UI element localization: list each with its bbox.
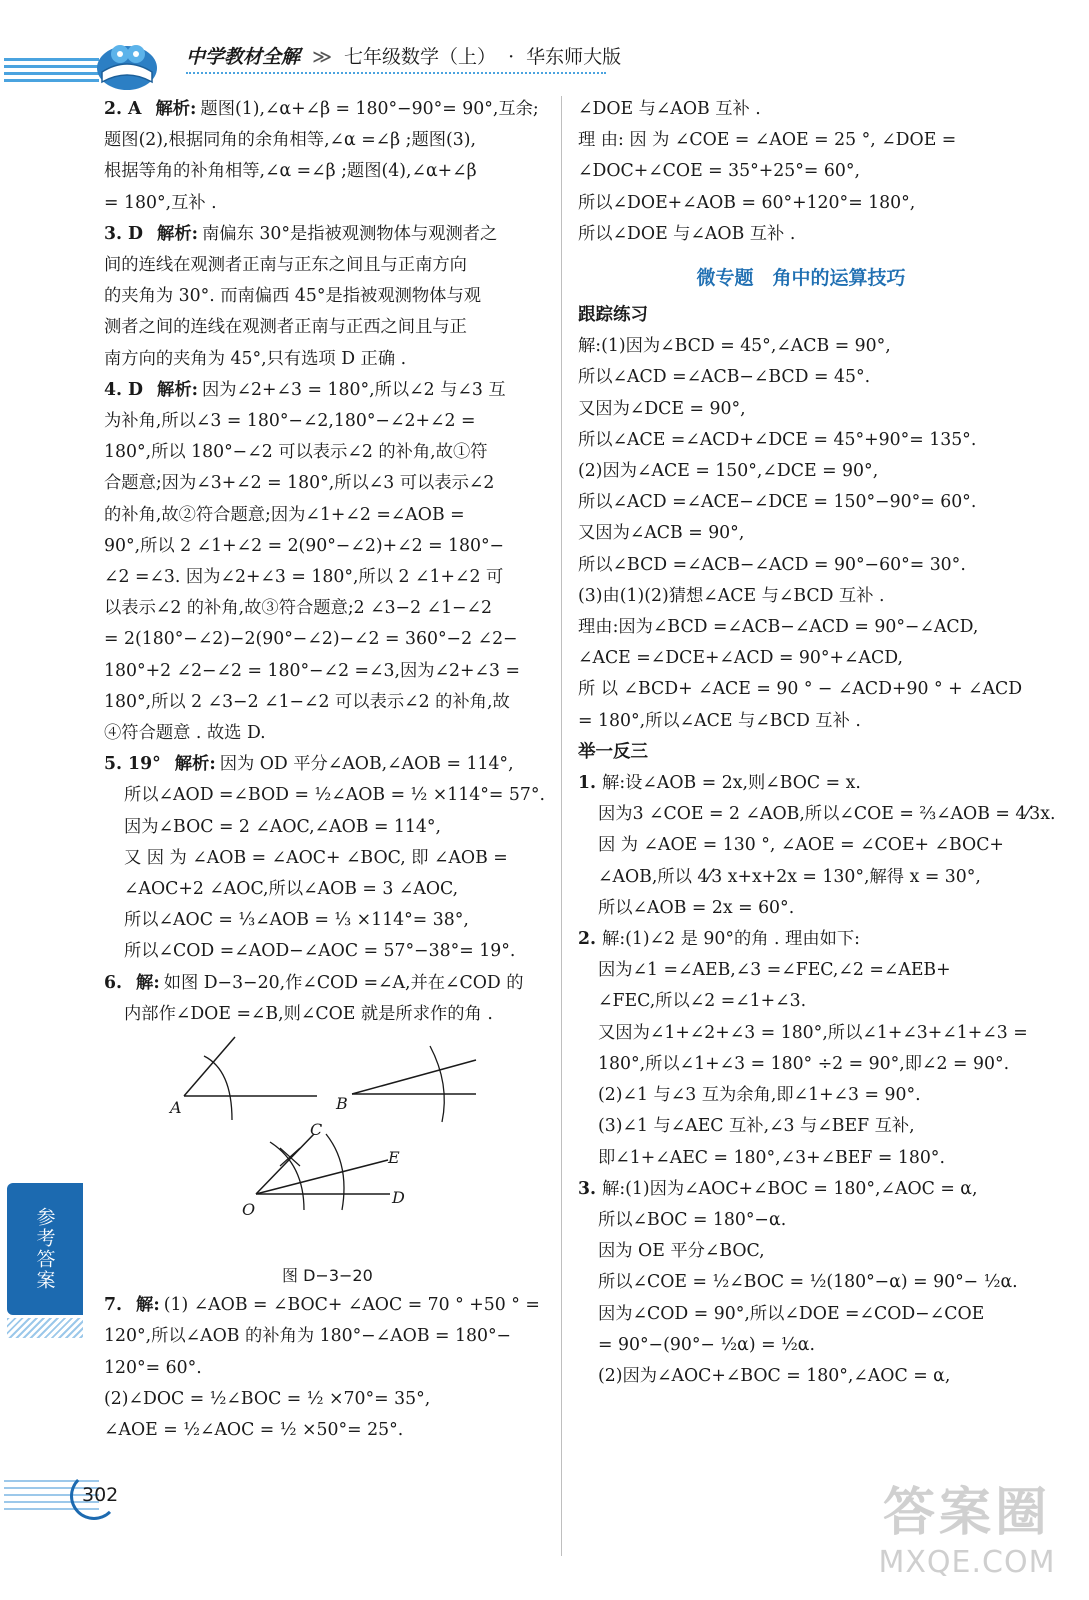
line-text: ∠DOE 与∠AOB 互补 .: [578, 99, 761, 119]
watermark: [867, 1470, 1067, 1580]
line-text: (2)因为∠AOC+∠BOC = 180°,∠AOC = α,: [598, 1365, 951, 1386]
answer-label: 解析:: [157, 379, 198, 400]
text-line: [578, 1330, 1024, 1361]
text-line: [578, 893, 1024, 924]
answer-number: 3.: [578, 1178, 597, 1199]
page-number: 302: [82, 1484, 119, 1506]
text-line: [104, 999, 547, 1030]
text-line: [104, 718, 547, 749]
text-line: [104, 656, 547, 687]
text-line: [578, 1111, 1024, 1142]
text-line: [104, 1290, 547, 1321]
line-text: 因为∠BOC = 2 ∠AOC,∠AOB = 114°,: [124, 816, 442, 837]
book-mascot-icon: [92, 34, 162, 94]
label-e: E: [388, 1148, 400, 1168]
line-text: 所以∠BOC = 180°−α.: [598, 1209, 787, 1230]
line-text: (2)∠1 与∠3 互为余角,即∠1+∠3 = 90°.: [598, 1085, 921, 1106]
text-line: [104, 1384, 547, 1415]
line-text: 测者之间的连线在观测者正南与正西之间且与正: [104, 317, 467, 338]
line-text: 所以∠BCD =∠ACB−∠ACD = 90°−60°= 30°.: [578, 554, 966, 575]
answer-label: 解:: [136, 972, 160, 993]
line-text: 180°,所以 2 ∠3−2 ∠1−∠2 可以表示∠2 的补角,故: [104, 691, 510, 712]
line-text: (2)∠DOC = ½∠BOC = ½ ×70°= 35°,: [104, 1388, 431, 1409]
text-line: [104, 281, 547, 312]
line-text: 又 因 为 ∠AOB = ∠AOC+ ∠BOC, 即 ∠AOB =: [124, 847, 508, 868]
line-text: 即∠1+∠AEC = 180°,∠3+∠BEF = 180°.: [598, 1147, 945, 1168]
label-c: C: [310, 1120, 323, 1140]
answer-number: 2.: [578, 929, 597, 950]
text-line: [578, 1236, 1024, 1267]
answer-label: 解析:: [155, 99, 197, 119]
text-line: [578, 799, 1056, 830]
line-text: 180°+2 ∠2−∠2 = 180°−∠2 =∠3,因为∠2+∠3 =: [104, 660, 520, 681]
answer-number: 3. D: [104, 223, 144, 244]
left-answers-7: [104, 1290, 547, 1446]
subsection-extended-practice: 举一反三: [578, 741, 648, 762]
line-text: ∠AOC+2 ∠AOC,所以∠AOB = 3 ∠AOC,: [124, 879, 459, 900]
text-line: [578, 643, 1024, 674]
text-line: [578, 1267, 1024, 1298]
header-subject: 七年级数学（上）: [344, 46, 497, 68]
line-text: 南偏东 30°是指被观测物体与观测者之: [202, 223, 498, 244]
line-text: 180°,所以∠1+∠3 = 180° ÷2 = 90°,即∠2 = 90°.: [598, 1053, 1010, 1074]
text-line: [104, 531, 547, 562]
line-text: = 2(180°−∠2)−2(90°−∠2)−∠2 = 360°−2 ∠2−: [104, 629, 518, 650]
text-line: [578, 1080, 1024, 1111]
text-line: [104, 812, 547, 843]
line-text: 所以∠COD =∠AOD−∠AOC = 57°−38°= 19°.: [124, 941, 516, 962]
side-tab-reference-answers: [7, 1183, 83, 1315]
line-text: 180°,所以 180°−∠2 可以表示∠2 的补角,故①符: [104, 442, 488, 463]
line-text: 解:(1)因为∠BCD = 45°,∠ACB = 90°,: [578, 336, 891, 357]
text-line: [578, 924, 1024, 955]
figure-caption: 图 D−3−20: [282, 1266, 373, 1286]
text-line: [104, 188, 547, 219]
line-text: 的夹角为 30°. 而南偏西 45°是指被观测物体与观: [104, 286, 482, 307]
line-text: 所以∠ACD =∠ACB−∠BCD = 45°.: [578, 367, 871, 388]
line-text: 90°,所以 2 ∠1+∠2 = 2(90°−∠2)+∠2 = 180°−: [104, 535, 505, 556]
section-title: 微专题 角中的运算技巧: [696, 267, 906, 290]
line-text: 又因为∠ACB = 90°,: [578, 523, 745, 544]
text-line: [104, 936, 547, 967]
side-tab-hatch: [7, 1318, 83, 1338]
text-line: [578, 518, 1024, 549]
line-text: = 90°−(90°− ½α) = ½α.: [598, 1334, 815, 1355]
text-line: [578, 487, 1024, 518]
text-line: [104, 624, 547, 655]
label-o: O: [242, 1200, 256, 1220]
line-text: 南方向的夹角为 45°,只有选项 D 正确 .: [104, 348, 407, 369]
right-column: [578, 94, 1056, 1392]
text-line: [104, 406, 547, 437]
line-text: 所以∠AOD =∠BOD = ½∠AOB = ½ ×114°= 57°.: [124, 785, 545, 806]
page-header: [0, 0, 1089, 96]
text-line: [578, 550, 1024, 581]
watermark-url: MXQE.COM: [878, 1545, 1056, 1580]
line-text: 因为∠2+∠3 = 180°,所以∠2 与∠3 互: [202, 379, 506, 400]
line-text: 因为3 ∠COE = 2 ∠AOB,所以∠COE = ⅔∠AOB = 4⁄3x.: [598, 804, 1056, 825]
text-line: [104, 219, 547, 250]
text-line: [104, 250, 547, 281]
line-text: 所以∠COE = ½∠BOC = ½(180°−α) = 90°− ½α.: [598, 1272, 1018, 1293]
figure-d-3-20: [104, 1034, 547, 1286]
line-text: 因 为 ∠AOE = 130 °, ∠AOE = ∠COE+ ∠BOC+: [598, 835, 1004, 856]
label-b: B: [336, 1094, 348, 1114]
left-column: [104, 94, 547, 1446]
line-text: ∠ACE =∠DCE+∠ACD = 90°+∠ACD,: [578, 648, 903, 669]
header-brand: 中学教材全解: [186, 46, 301, 68]
line-text: ∠AOE = ½∠AOC = ½ ×50°= 25°.: [104, 1419, 404, 1440]
construction-figure: [104, 1034, 544, 1286]
line-text: 又因为∠1+∠2+∠3 = 180°,所以∠1+∠3+∠1+∠3 =: [598, 1022, 1028, 1043]
text-line: [578, 362, 1024, 393]
text-line: [104, 125, 547, 156]
text-line: [104, 1321, 547, 1352]
right-answers-bottom: [578, 768, 1056, 1392]
line-text: 理由:因为∠BCD =∠ACB−∠ACD = 90°−∠ACD,: [578, 617, 979, 638]
line-text: 因为∠COD = 90°,所以∠DOE =∠COD−∠COE: [598, 1303, 985, 1324]
text-line: [578, 986, 1024, 1017]
line-text: = 180°,互补 .: [104, 192, 217, 213]
right-answers-mid: [578, 331, 1024, 737]
line-text: 理 由: 因 为 ∠COE = ∠AOE = 25 °, ∠DOE =: [578, 130, 957, 151]
line-text: 因为 OD 平分∠AOB,∠AOB = 114°,: [219, 754, 514, 775]
text-line: [578, 706, 1024, 737]
text-line: [104, 843, 547, 874]
line-text: 以表示∠2 的补角,故③符合题意;2 ∠3−2 ∠1−∠2: [104, 598, 493, 619]
text-line: [578, 425, 1024, 456]
text-line: [578, 768, 1024, 799]
line-text: (1) ∠AOB = ∠BOC+ ∠AOC = 70 ° +50 ° =: [163, 1295, 540, 1316]
line-text: 根据等角的补角相等,∠α =∠β ;题图(4),∠α+∠β: [104, 161, 477, 182]
text-line: [578, 188, 1024, 219]
text-line: [578, 955, 1024, 986]
header-title: [186, 42, 621, 69]
line-text: 所 以 ∠BCD+ ∠ACE = 90 ° − ∠ACD+90 ° + ∠ACD: [578, 679, 1023, 700]
text-line: [104, 687, 547, 718]
line-text: (2)因为∠ACE = 150°,∠DCE = 90°,: [578, 461, 879, 482]
text-line: [578, 612, 1024, 643]
text-line: [104, 749, 547, 780]
text-line: [578, 830, 1024, 861]
line-text: 因为 OE 平分∠BOC,: [598, 1241, 765, 1262]
line-text: ∠2 =∠3. 因为∠2+∠3 = 180°,所以 2 ∠1+∠2 可: [104, 567, 504, 588]
header-decor-lines: [4, 58, 99, 86]
line-text: 120°= 60°.: [104, 1357, 202, 1378]
text-line: [104, 874, 547, 905]
text-line: [578, 674, 1024, 705]
text-line: [578, 94, 1024, 125]
line-text: 解:(1)因为∠AOC+∠BOC = 180°,∠AOC = α,: [602, 1178, 978, 1199]
watermark-logo-text: 答案圈: [882, 1483, 1051, 1543]
label-a: A: [170, 1098, 182, 1118]
line-text: 因为∠1 =∠AEB,∠3 =∠FEC,∠2 =∠AEB+: [598, 960, 951, 981]
text-line: [104, 780, 547, 811]
column-divider: [561, 96, 562, 1556]
text-line: [104, 312, 547, 343]
answer-label: 解析:: [174, 754, 216, 775]
line-text: ∠AOB,所以 4⁄3 x+x+2x = 130°,解得 x = 30°,: [598, 866, 981, 887]
line-text: 解:设∠AOB = 2x,则∠BOC = x.: [602, 773, 861, 794]
answer-number: 1.: [578, 773, 597, 794]
right-answers-top: [578, 94, 1024, 250]
label-d: D: [392, 1188, 405, 1208]
line-text: 所以∠ACE =∠ACD+∠DCE = 45°+90°= 135°.: [578, 429, 977, 450]
text-line: [578, 156, 1024, 187]
line-text: 的补角,故②符合题意;因为∠1+∠2 =∠AOB =: [104, 504, 465, 525]
text-line: [578, 125, 1024, 156]
text-line: [104, 500, 547, 531]
text-line: [578, 1018, 1028, 1049]
line-text: 所以∠DOE+∠AOB = 60°+120°= 180°,: [578, 192, 916, 213]
text-line: [578, 1299, 1024, 1330]
text-line: [104, 593, 547, 624]
line-text: 所以∠AOB = 2x = 60°.: [598, 897, 795, 918]
text-line: [578, 1361, 1024, 1392]
subsection-tracking-practice: 跟踪练习: [578, 305, 648, 326]
text-line: [104, 905, 547, 936]
line-text: 内部作∠DOE =∠B,则∠COE 就是所求作的角 .: [124, 1003, 493, 1024]
text-line: [104, 375, 547, 406]
answer-number: 7.: [104, 1295, 123, 1316]
text-line: [578, 394, 1024, 425]
text-line: [578, 219, 1024, 250]
text-line: [104, 344, 547, 375]
text-line: [578, 331, 1024, 362]
text-line: [104, 437, 547, 468]
line-text: 120°,所以∠AOB 的补角为 180°−∠AOB = 180°−: [104, 1326, 512, 1347]
line-text: 所以∠AOC = ⅓∠AOB = ⅓ ×114°= 38°,: [124, 910, 469, 931]
line-text: = 180°,所以∠ACE 与∠BCD 互补 .: [578, 710, 861, 731]
header-separator: ≫: [312, 46, 332, 68]
answer-number: 2. A: [104, 99, 142, 119]
text-line: [104, 1353, 547, 1384]
line-text: 如图 D−3−20,作∠COD =∠A,并在∠COD 的: [163, 972, 524, 993]
text-line: [104, 968, 547, 999]
answer-number: 5. 19°: [104, 754, 161, 775]
text-line: [104, 468, 547, 499]
answer-label: 解析:: [157, 223, 198, 244]
line-text: 解:(1)∠2 是 90°的角 . 理由如下:: [602, 929, 860, 950]
line-text: 题图(2),根据同角的余角相等,∠α =∠β ;题图(3),: [104, 130, 477, 151]
line-text: 所以∠ACD =∠ACE−∠DCE = 150°−90°= 60°.: [578, 492, 977, 513]
text-line: [104, 94, 547, 125]
text-line: [578, 862, 1024, 893]
line-text: 为补角,所以∠3 = 180°−∠2,180°−∠2+∠2 =: [104, 411, 476, 432]
text-line: [578, 581, 1024, 612]
header-edition: 华东师大版: [526, 46, 622, 68]
line-text: 所以∠DOE 与∠AOB 互补 .: [578, 223, 796, 244]
text-line: [104, 156, 547, 187]
header-dot: ·: [508, 46, 515, 68]
text-line: [104, 562, 547, 593]
line-text: (3)∠1 与∠AEC 互补,∠3 与∠BEF 互补,: [598, 1116, 915, 1137]
answer-number: 4. D: [104, 379, 144, 400]
side-tab-label: 参考答案: [33, 1207, 56, 1291]
line-text: 合题意;因为∠3+∠2 = 180°,所以∠3 可以表示∠2: [104, 473, 495, 494]
line-text: ∠DOC+∠COE = 35°+25°= 60°,: [578, 161, 860, 182]
text-line: [578, 1174, 1024, 1205]
text-line: [578, 1205, 1024, 1236]
text-line: [578, 456, 1024, 487]
header-dotted-rule: [186, 72, 606, 74]
answer-number: 6.: [104, 972, 123, 993]
line-text: 题图(1),∠α+∠β = 180°−90°= 90°,互余;: [200, 99, 539, 119]
text-line: [104, 1415, 547, 1446]
answer-label: 解:: [136, 1295, 160, 1316]
text-line: [578, 1049, 1024, 1080]
line-text: 间的连线在观测者正南与正东之间且与正南方向: [104, 255, 467, 276]
text-line: [578, 1143, 1024, 1174]
line-text: 又因为∠DCE = 90°,: [578, 398, 746, 419]
line-text: (3)由(1)(2)猜想∠ACE 与∠BCD 互补 .: [578, 585, 885, 606]
left-answers: [104, 94, 547, 1030]
line-text: ∠FEC,所以∠2 =∠1+∠3.: [598, 991, 807, 1012]
line-text: ④符合题意 . 故选 D.: [104, 723, 266, 744]
